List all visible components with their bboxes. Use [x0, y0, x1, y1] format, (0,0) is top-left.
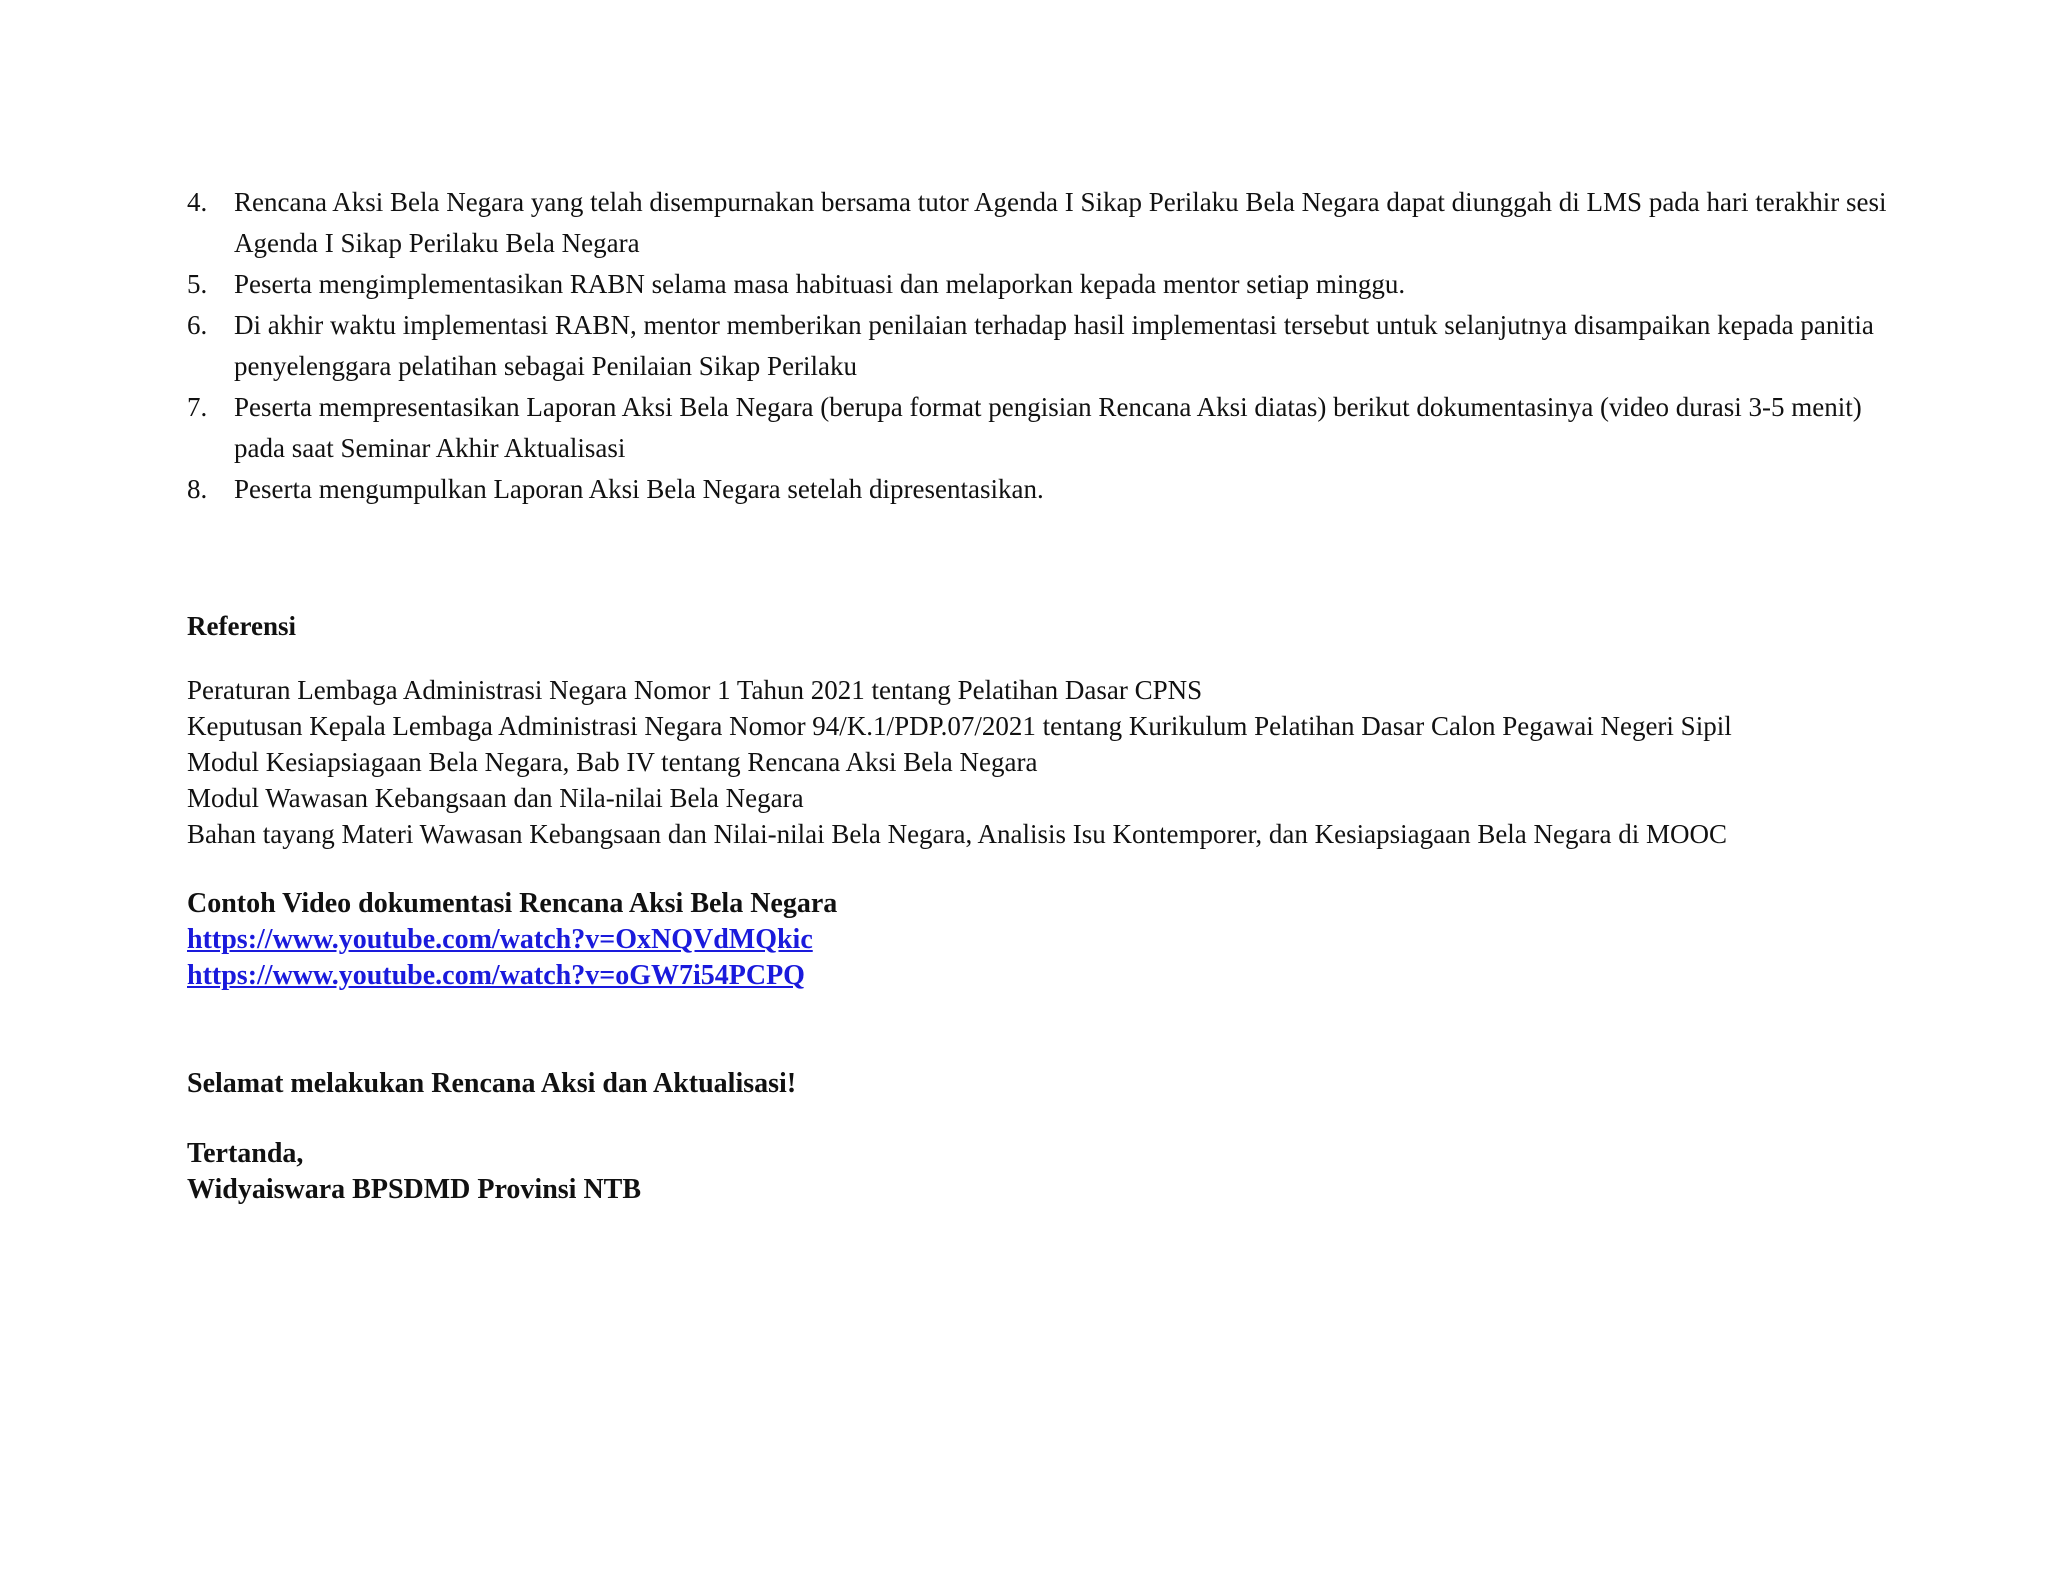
list-item [187, 182, 1887, 264]
list-item [187, 305, 1887, 387]
document-body [187, 182, 1887, 1208]
list-number: 6. [187, 310, 208, 340]
reference-item: Modul Wawasan Kebangsaan dan Nila-nilai Bela Negara [187, 783, 804, 813]
list-item [187, 469, 1887, 510]
video-section-title: Contoh Video dokumentasi Rencana Aksi Bela Negara [187, 888, 838, 919]
reference-item: Peraturan Lembaga Administrasi Negara Nomor 1 Tahun 2021 tentang Pelatihan Dasar CPNS [187, 675, 1203, 705]
references-heading: Referensi [187, 611, 296, 641]
closing-message: Selamat melakukan Rencana Aksi dan Aktualisasi! [187, 1068, 797, 1099]
steps-list [187, 182, 1887, 510]
list-item [187, 387, 1887, 469]
references-list [187, 672, 1887, 852]
list-text: Di akhir waktu implementasi RABN, mentor memberikan penilaian terhadap hasil implementasi tersebut untuk selanjutnya disampaikan kepada panitia penyelenggara pelatihan sebagai Penilaian Sikap Perilaku [234, 310, 1874, 381]
signoff [187, 1136, 1887, 1208]
list-text: Peserta mempresentasikan Laporan Aksi Bela Negara (berupa format pengisian Rencana Aksi diatas) berikut dokumentasinya (video durasi 3-5 menit) pada saat Seminar Akhir Aktualisasi [234, 392, 1862, 463]
list-text: Rencana Aksi Bela Negara yang telah disempurnakan bersama tutor Agenda I Sikap Perilaku Bela Negara dapat diunggah di LMS pada hari terakhir sesi Agenda I Sikap Perilaku Bela Negara [234, 187, 1887, 258]
list-text: Peserta mengimplementasikan RABN selama masa habituasi dan melaporkan kepada mentor setiap minggu. [234, 269, 1406, 299]
list-number: 7. [187, 392, 208, 422]
video-link-1[interactable]: https://www.youtube.com/watch?v=OxNQVdMQkic [187, 924, 813, 955]
list-item [187, 264, 1887, 305]
signoff-line: Tertanda, [187, 1138, 304, 1169]
list-number: 8. [187, 474, 208, 504]
video-section [187, 886, 1887, 994]
reference-item: Modul Kesiapsiagaan Bela Negara, Bab IV tentang Rencana Aksi Bela Negara [187, 747, 1038, 777]
reference-item: Keputusan Kepala Lembaga Administrasi Negara Nomor 94/K.1/PDP.07/2021 tentang Kurikulum Pelatihan Dasar Calon Pegawai Negeri Sipil [187, 711, 1732, 741]
video-link-2[interactable]: https://www.youtube.com/watch?v=oGW7i54PCPQ [187, 960, 805, 991]
list-number: 4. [187, 187, 208, 217]
list-text: Peserta mengumpulkan Laporan Aksi Bela Negara setelah dipresentasikan. [234, 474, 1044, 504]
signoff-author: Widyaiswara BPSDMD Provinsi NTB [187, 1174, 642, 1205]
reference-item: Bahan tayang Materi Wawasan Kebangsaan dan Nilai-nilai Bela Negara, Analisis Isu Kontemporer, dan Kesiapsiagaan Bela Negara di MOOC [187, 819, 1728, 849]
list-number: 5. [187, 269, 208, 299]
